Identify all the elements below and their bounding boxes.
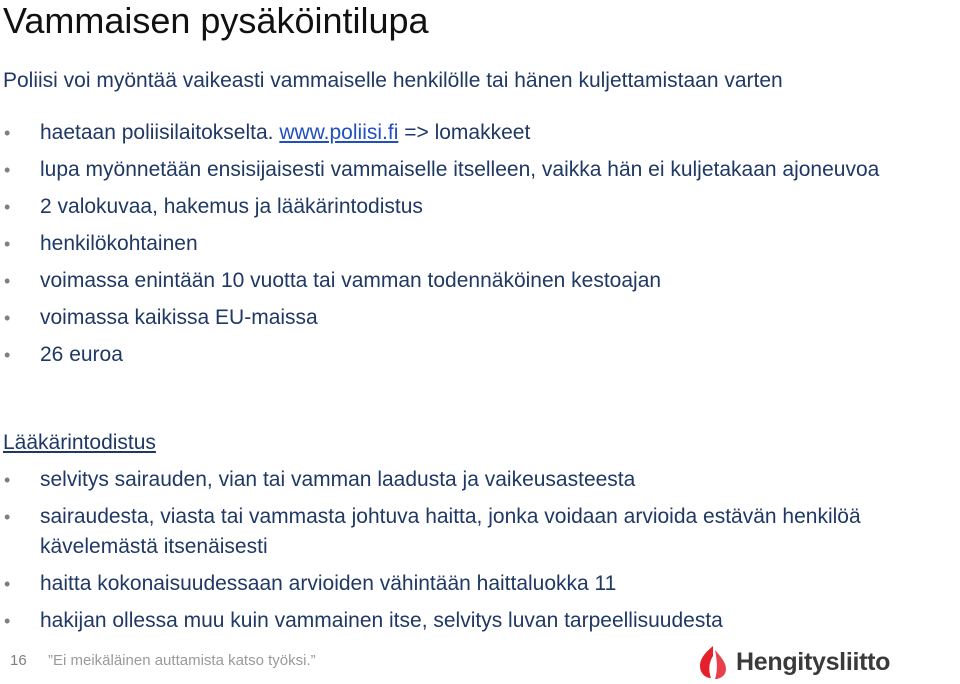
bullet-icon: •	[4, 271, 11, 291]
bullet-icon: •	[4, 308, 11, 328]
list-item	[0, 502, 920, 562]
list-item	[0, 118, 960, 148]
slide-title: Vammaisen pysäköintilupa	[3, 0, 429, 41]
bullet-icon: •	[4, 160, 11, 180]
requirements-list	[0, 118, 960, 377]
footer-tagline: ”Ei meikäläinen auttamista katso työksi.”	[48, 652, 316, 669]
list-item-text: haetaan poliisilaitokselta.	[40, 121, 274, 144]
list-item-text: 26 euroa	[40, 343, 123, 366]
bullet-icon: •	[4, 345, 11, 365]
list-item	[0, 465, 960, 495]
list-item-text: => lomakkeet	[404, 121, 531, 144]
list-item	[0, 606, 960, 636]
list-item	[0, 569, 960, 599]
hengitysliitto-logo	[696, 642, 890, 682]
list-item	[0, 192, 960, 222]
bullet-icon: •	[4, 507, 11, 527]
logo-text: Hengitysliitto	[736, 647, 891, 676]
bullet-icon: •	[4, 123, 11, 143]
logo-icon	[696, 644, 730, 680]
bullet-icon: •	[4, 197, 11, 217]
list-item	[0, 340, 960, 370]
list-item-text: haitta kokonaisuudessaan arvioiden vähintään haittaluokka 11	[40, 572, 617, 595]
list-item-text: hakijan ollessa muu kuin vammainen itse, selvitys luvan tarpeellisuudesta	[40, 609, 723, 632]
list-item-text: henkilökohtainen	[40, 232, 198, 255]
poliisi-link[interactable]: www.poliisi.fi	[279, 121, 399, 144]
list-item-text: voimassa enintään 10 vuotta tai vamman todennäköinen kestoajan	[40, 269, 662, 292]
list-item-text: voimassa kaikissa EU-maissa	[40, 306, 318, 329]
bullet-icon: •	[4, 611, 11, 631]
bullet-icon: •	[4, 574, 11, 594]
list-item-text: lupa myönnetään ensisijaisesti vammaiselle itselleen, vaikka hän ei kuljetakaan ajoneuvoa	[40, 158, 880, 181]
bullet-icon: •	[4, 470, 11, 490]
bullet-icon: •	[4, 234, 11, 254]
list-item-text: 2 valokuvaa, hakemus ja lääkärintodistus	[40, 195, 423, 218]
list-item	[0, 303, 960, 333]
list-item-text: sairaudesta, viasta tai vammasta johtuva haitta, jonka voidaan arvioida estävän henkilöä kävelemästä itsenäisesti	[40, 505, 861, 558]
list-item-text: selvitys sairauden, vian tai vamman laadusta ja vaikeusasteesta	[40, 468, 636, 491]
list-item	[0, 229, 960, 259]
list-item	[0, 266, 960, 296]
list-item	[0, 155, 920, 185]
certificate-list	[0, 465, 960, 643]
page-number: 16	[10, 652, 27, 669]
intro-text: Poliisi voi myöntää vaikeasti vammaiselle henkilölle tai hänen kuljettamistaan varten	[3, 69, 783, 92]
section-heading: Lääkärintodistus	[3, 431, 156, 454]
